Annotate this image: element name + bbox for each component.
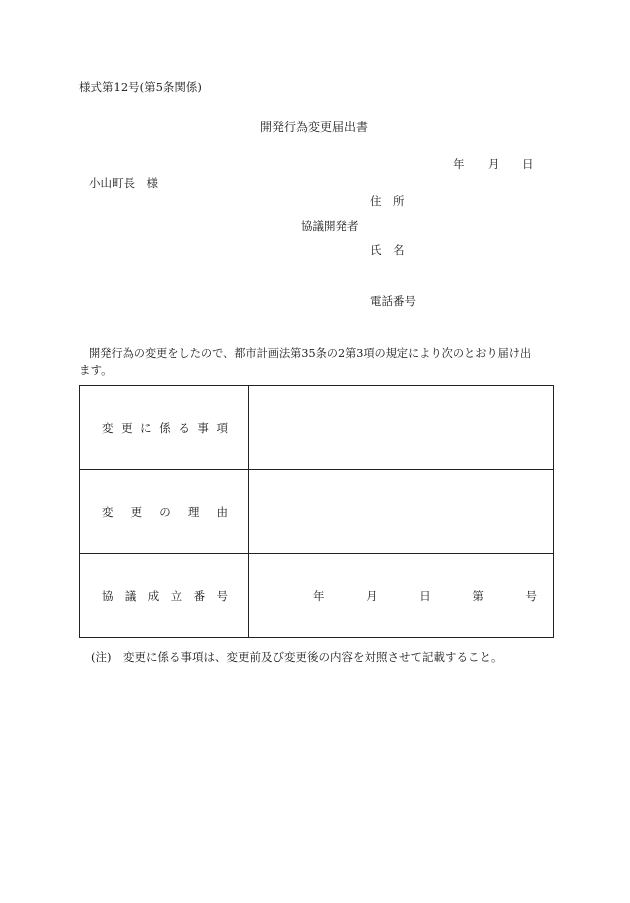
- date-month-label: 月: [488, 157, 500, 171]
- table-row: [80, 386, 554, 470]
- agreement-number-field[interactable]: 年 月 日 第 号: [249, 554, 554, 638]
- applicant-label: 協議開発者: [301, 219, 359, 233]
- body-text-line2: ます。: [79, 363, 113, 377]
- change-form-table: [79, 385, 554, 638]
- table-row: [80, 470, 554, 554]
- table-row: [80, 554, 554, 638]
- document-title: 開発行為変更届出書: [260, 120, 369, 134]
- change-reason-field[interactable]: [249, 470, 554, 554]
- agreement-number-label: 協 議 成 立 番 号: [80, 554, 249, 638]
- address-label: 住 所: [370, 194, 405, 208]
- form-number: 様式第12号(第5条関係): [79, 80, 202, 94]
- name-label: 氏 名: [370, 243, 405, 257]
- date-day-label: 日: [522, 157, 534, 171]
- footnote: (注) 変更に係る事項は、変更前及び変更後の内容を対照させて記載すること。: [91, 650, 503, 664]
- change-items-label: 変 更 に 係 る 事 項: [80, 386, 249, 470]
- addressee: 小山町長 様: [89, 176, 158, 190]
- body-text-line1: 開発行為の変更をしたので、都市計画法第35条の2第3項の規定により次のとおり届け出: [89, 347, 532, 360]
- change-items-field[interactable]: [249, 386, 554, 470]
- change-reason-label: 変 更 の 理 由: [80, 470, 249, 554]
- date-year-label: 年: [453, 157, 465, 171]
- phone-label: 電話番号: [370, 294, 416, 308]
